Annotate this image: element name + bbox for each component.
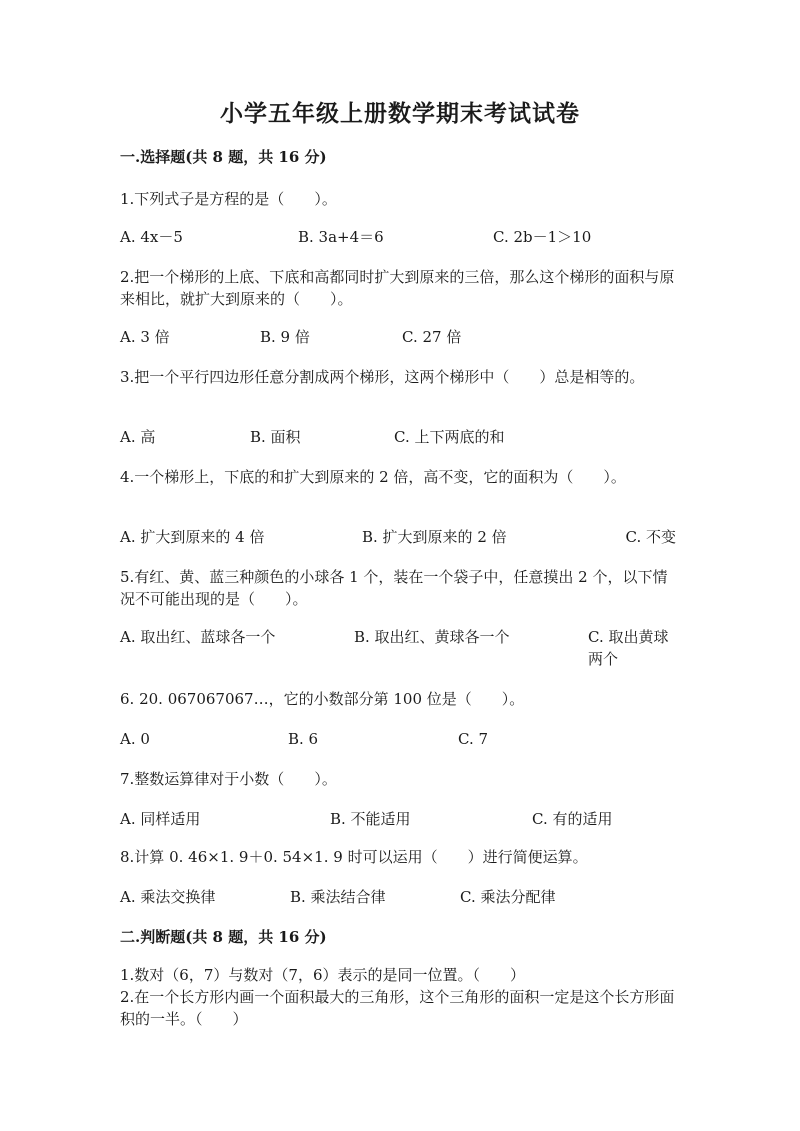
question-7-options [120,808,676,830]
option-c: C. 2b－1＞10 [493,228,592,246]
option-a: A. 3 倍 [120,328,170,346]
question-6-options [120,728,676,750]
option-b: B. 3a+4＝6 [298,228,384,246]
question-7: 7.整数运算律对于小数（ ）。 [120,770,337,788]
question-8: 8.计算 0. 46×1. 9＋0. 54×1. 9 时可以运用（ ）进行简便运算。 [120,848,588,866]
question-2-options [120,326,676,348]
option-a: A. 同样适用 [120,810,201,828]
option-b: B. 9 倍 [260,328,310,346]
question-1-options [120,226,676,248]
exam-title: 小学五年级上册数学期末考试试卷 [220,100,580,127]
option-a: A. 高 [120,428,156,446]
option-c: C. 上下两底的和 [394,428,505,446]
option-b: B. 6 [288,730,319,748]
option-c: C. 有的适用 [532,810,613,828]
option-c: C. 乘法分配律 [460,888,556,906]
option-a: A. 扩大到原来的 4 倍 [120,528,265,546]
question-5-options [120,626,672,668]
question-3-options [120,426,676,448]
question-6: 6. 20. 067067067…，它的小数部分第 100 位是（ ）。 [120,690,525,708]
option-c: C. 27 倍 [402,328,462,346]
judge-question-2: 2.在一个长方形内画一个面积最大的三角形，这个三角形的面积一定是这个长方形面积的一半。（ ） [120,988,675,1028]
option-b: B. 不能适用 [330,810,411,828]
option-b: B. 扩大到原来的 2 倍 [362,528,507,546]
question-5: 5.有红、黄、蓝三种颜色的小球各 1 个，装在一个袋子中，任意摸出 2 个，以下情况不可能出现的是（ ）。 [120,568,668,608]
question-4: 4.一个梯形上，下底的和扩大到原来的 2 倍，高不变，它的面积为（ ）。 [120,468,626,486]
option-b: B. 乘法结合律 [290,888,386,906]
option-b: B. 面积 [250,428,301,446]
option-c: C. 不变 [625,528,676,546]
option-a: A. 0 [120,730,150,748]
question-3: 3.把一个平行四边形任意分割成两个梯形，这两个梯形中（ ）总是相等的。 [120,368,645,386]
section-heading-judge: 二.判断题(共 8 题，共 16 分) [120,928,327,946]
question-4-options [120,526,676,548]
section-heading-choice: 一.选择题(共 8 题，共 16 分) [120,148,327,166]
option-a: A. 乘法交换律 [120,888,216,906]
question-2: 2.把一个梯形的上底、下底和高都同时扩大到原来的三倍，那么这个梯形的面积与原来相比，就扩大到原来的（ ）。 [120,268,675,308]
judge-question-1: 1.数对（6，7）与数对（7，6）表示的是同一位置。（ ） [120,966,525,984]
option-c: C. 7 [458,730,489,748]
option-a: A. 取出红、蓝球各一个 [120,628,276,646]
question-8-options [120,886,676,908]
option-b: B. 取出红、黄球各一个 [354,628,510,646]
question-1: 1.下列式子是方程的是（ ）。 [120,190,337,208]
option-a: A. 4x－5 [120,228,183,246]
option-c: C. 取出黄球两个 [588,628,669,668]
